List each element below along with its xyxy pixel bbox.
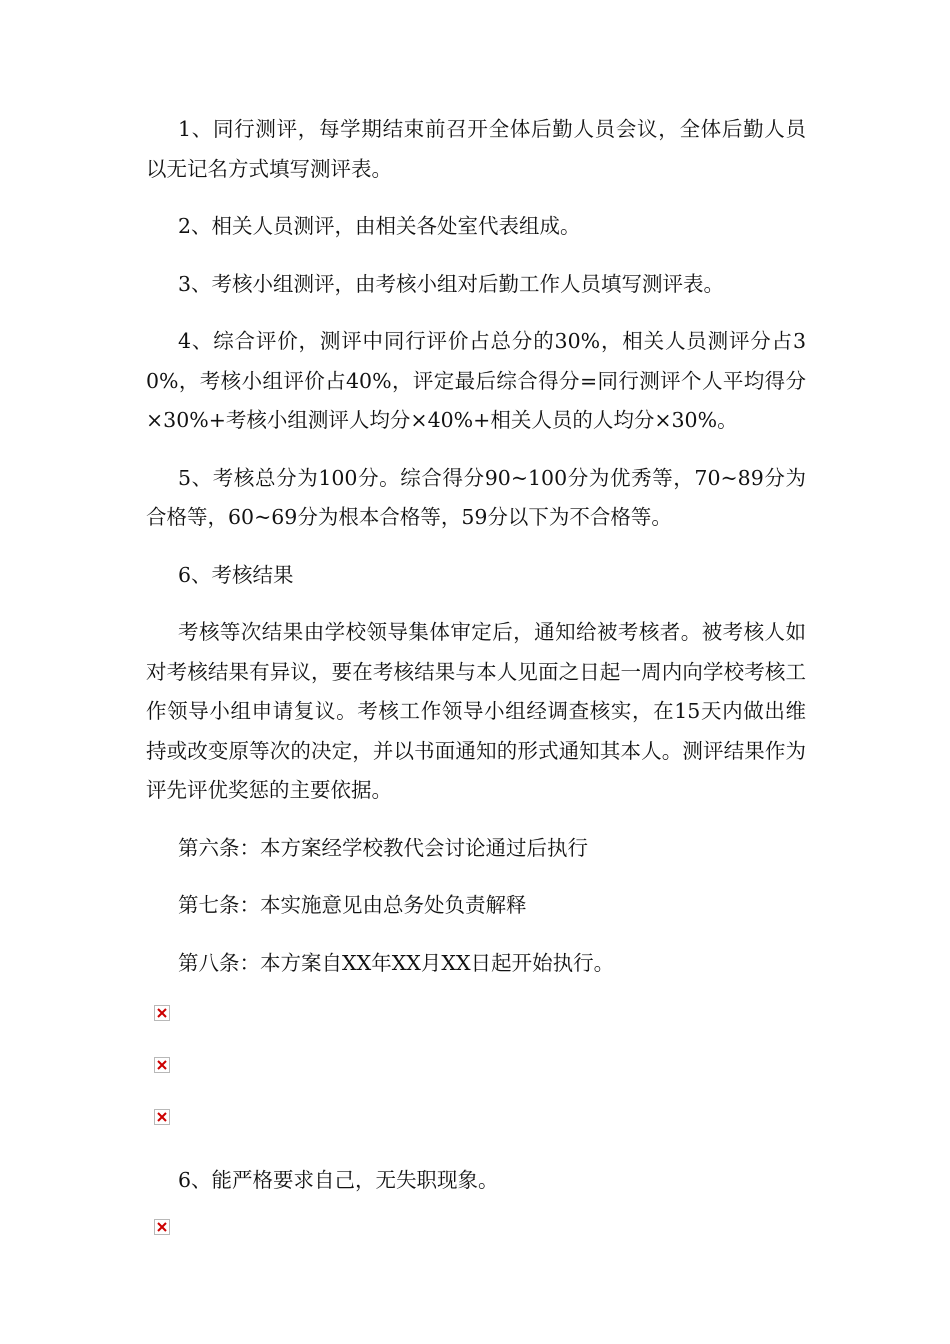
paragraph-result-details: 考核等次结果由学校领导集体审定后，通知给被考核者。被考核人如对考核结果有异议，要在考核结果与本人见面之日起一周内向学校考核工作领导小组申请复议。考核工作领导小组经调查核实，在15天内做出维持或改变原等次的决定，并以书面通知的形式通知其本人。测评结果作为评先评优奖惩的主要依据。 bbox=[146, 620, 806, 802]
paragraph-article-seven: 第七条：本实施意见由总务处负责解释 bbox=[178, 893, 527, 917]
paragraph-team-evaluation: 3、考核小组测评，由考核小组对后勤工作人员填写测评表。 bbox=[178, 271, 725, 296]
paragraph-score-levels: 5、考核总分为100分。综合得分90~100分为优秀等，70~89分为合格等，60~69分为根本合格等，59分以下为不合格等。 bbox=[146, 465, 806, 529]
paragraph-related-staff-evaluation: 2、相关人员测评，由相关各处室代表组成。 bbox=[178, 214, 581, 238]
paragraph-result-heading: 6、考核结果 bbox=[178, 562, 294, 587]
paragraph-peer-evaluation: 1、同行测评，每学期结束前召开全体后勤人员会议，全体后勤人员以无记名方式填写测评表。 bbox=[146, 117, 806, 181]
broken-image-icon bbox=[154, 1219, 170, 1235]
paragraph-article-six: 第六条：本方案经学校教代会讨论通过后执行 bbox=[178, 835, 588, 860]
paragraph-comprehensive-evaluation: 4、综合评价，测评中同行评价占总分的30%，相关人员测评分占30%，考核小组评价占40%，评定最后综合得分=同行测评个人平均得分×30%+考核小组测评人均分×40%+相关人员的人均分×30%。 bbox=[146, 329, 806, 432]
broken-image-icon bbox=[154, 1005, 170, 1021]
broken-image-icon bbox=[154, 1057, 170, 1073]
broken-image-icon bbox=[154, 1109, 170, 1125]
document-page bbox=[146, 110, 806, 1271]
paragraph-strict-self-discipline: 6、能严格要求自己，无失职现象。 bbox=[178, 1168, 499, 1192]
paragraph-article-eight: 第八条：本方案自XX年XX月XX日起开始执行。 bbox=[178, 950, 615, 975]
